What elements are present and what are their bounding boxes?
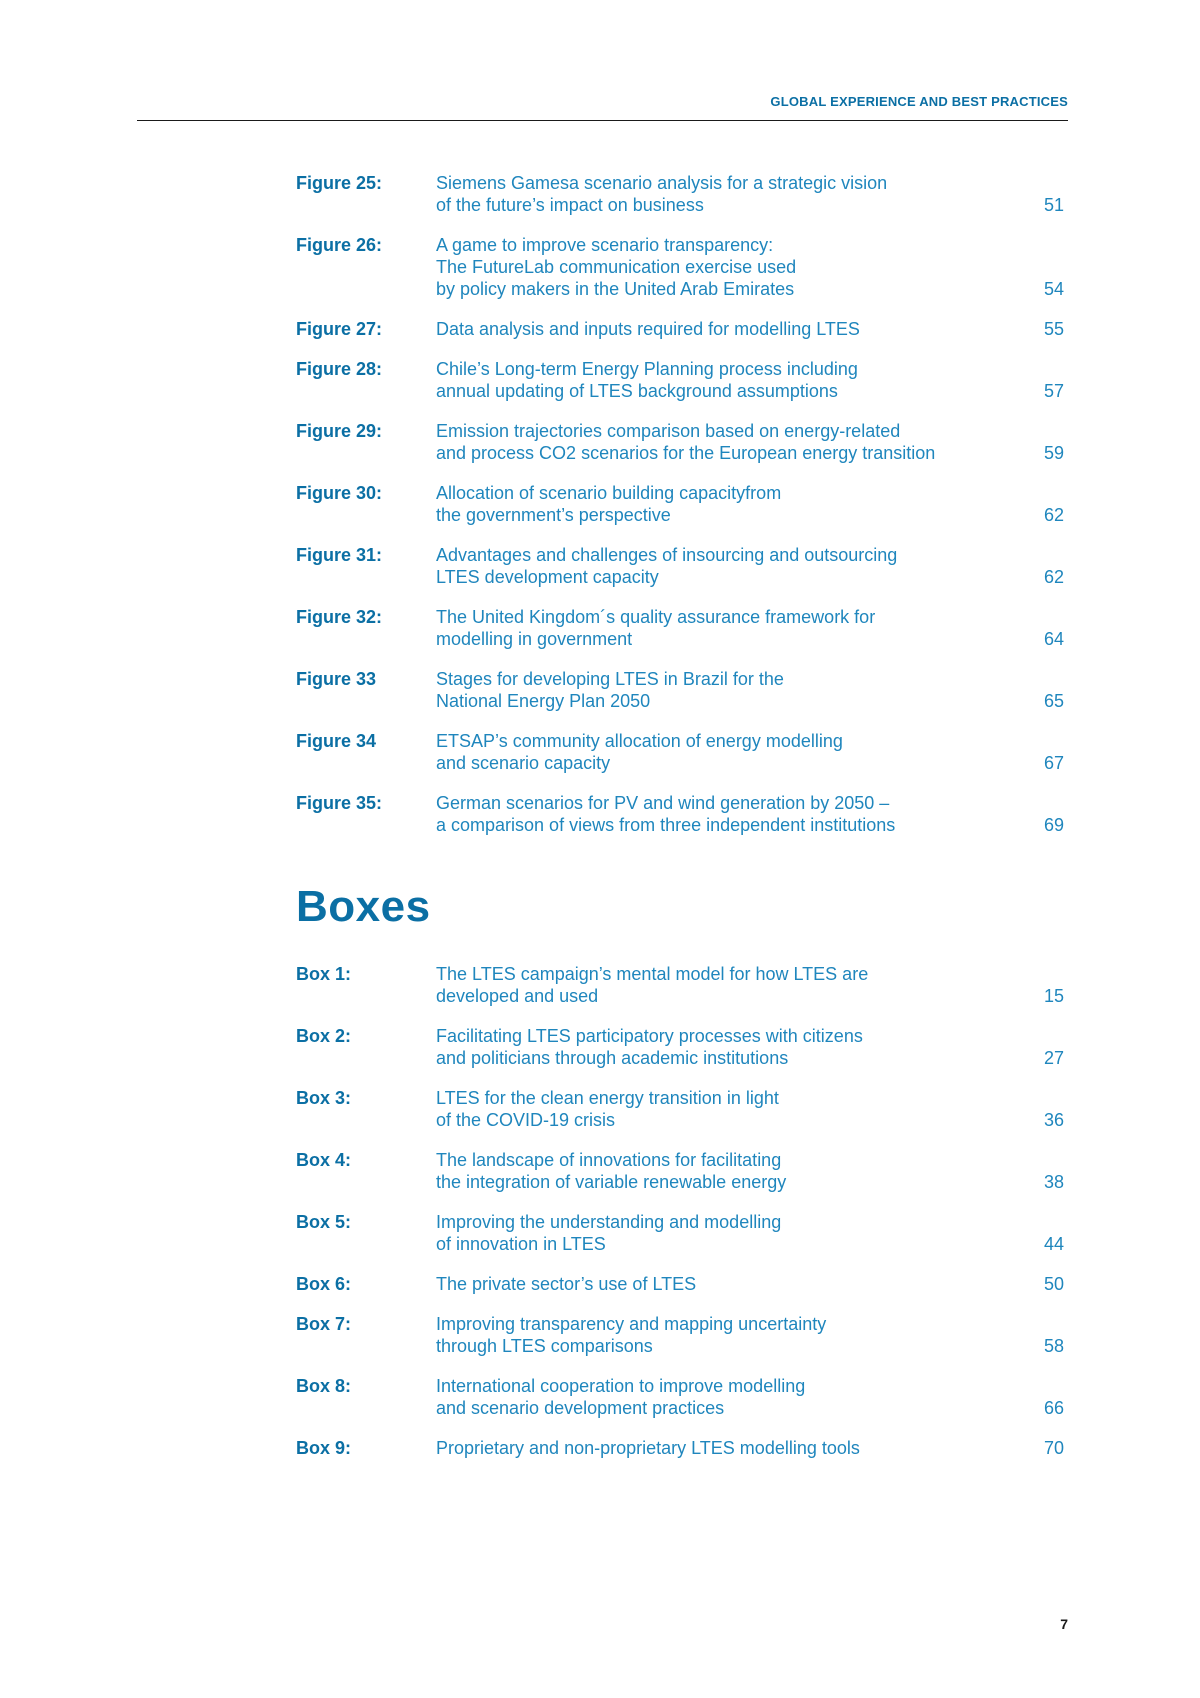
box-page-ref: 36 — [1043, 1110, 1064, 1130]
figure-caption-line: National Energy Plan 2050 — [436, 691, 651, 711]
box-entry[interactable] — [296, 1025, 1072, 1069]
figure-caption-line: a comparison of views from three independent institutions — [436, 815, 896, 835]
figure-caption — [436, 668, 996, 712]
box-label: Box 3: — [296, 1088, 352, 1108]
box-caption — [436, 1273, 996, 1295]
figure-caption-line: and process CO2 scenarios for the European energy transition — [436, 443, 936, 463]
figure-label: Figure 28: — [296, 359, 383, 379]
figure-caption-line: modelling in government — [436, 629, 633, 649]
box-caption-line: Improving transparency and mapping uncertainty — [436, 1314, 827, 1334]
figure-caption — [436, 318, 996, 340]
figure-label: Figure 32: — [296, 607, 383, 627]
figure-page-ref: 62 — [1043, 505, 1064, 525]
box-label: Box 1: — [296, 964, 352, 984]
box-page-ref: 58 — [1043, 1336, 1064, 1356]
box-caption-line: of innovation in LTES — [436, 1234, 606, 1254]
box-caption — [436, 1149, 996, 1193]
figure-caption-line: A game to improve scenario transparency: — [436, 235, 774, 255]
box-caption-line: The LTES campaign’s mental model for how LTES are — [436, 964, 869, 984]
box-label: Box 9: — [296, 1438, 352, 1458]
box-caption-line: The private sector’s use of LTES — [436, 1274, 697, 1294]
figure-entry[interactable] — [296, 792, 1072, 836]
box-caption — [436, 1437, 996, 1459]
figure-caption — [436, 606, 996, 650]
list-of-boxes — [296, 963, 1072, 1477]
box-label: Box 6: — [296, 1274, 352, 1294]
figure-entry[interactable] — [296, 358, 1072, 402]
box-label: Box 4: — [296, 1150, 352, 1170]
box-page-ref: 44 — [1043, 1234, 1064, 1254]
figure-page-ref: 59 — [1043, 443, 1064, 463]
figure-caption — [436, 730, 996, 774]
box-caption-line: and scenario development practices — [436, 1398, 725, 1418]
figure-entry[interactable] — [296, 730, 1072, 774]
figure-page-ref: 54 — [1043, 279, 1064, 299]
box-page-ref: 70 — [1043, 1438, 1064, 1458]
box-entry[interactable] — [296, 1273, 1072, 1295]
figure-caption-line: Allocation of scenario building capacityfrom — [436, 483, 782, 503]
figure-page-ref: 69 — [1043, 815, 1064, 835]
box-caption-line: LTES for the clean energy transition in light — [436, 1088, 779, 1108]
figure-entry[interactable] — [296, 482, 1072, 526]
box-page-ref: 27 — [1043, 1048, 1064, 1068]
boxes-heading: Boxes — [296, 882, 431, 931]
box-entry[interactable] — [296, 1313, 1072, 1357]
figure-caption — [436, 172, 996, 216]
box-caption-line: The landscape of innovations for facilitating — [436, 1150, 782, 1170]
box-caption-line: developed and used — [436, 986, 599, 1006]
figure-caption-line: ETSAP’s community allocation of energy modelling — [436, 731, 843, 751]
figure-entry[interactable] — [296, 606, 1072, 650]
box-label: Box 8: — [296, 1376, 352, 1396]
figure-entry[interactable] — [296, 668, 1072, 712]
figure-label: Figure 27: — [296, 319, 383, 339]
figure-entry[interactable] — [296, 318, 1072, 340]
figure-page-ref: 55 — [1043, 319, 1064, 339]
box-entry[interactable] — [296, 1437, 1072, 1459]
figure-label: Figure 34 — [296, 731, 377, 751]
box-caption — [436, 1211, 996, 1255]
figure-page-ref: 64 — [1043, 629, 1064, 649]
box-caption — [436, 963, 996, 1007]
figure-entry[interactable] — [296, 172, 1072, 216]
figure-caption-line: Stages for developing LTES in Brazil for the — [436, 669, 784, 689]
box-caption — [436, 1087, 996, 1131]
figure-caption — [436, 234, 996, 300]
box-caption-line: and politicians through academic institutions — [436, 1048, 789, 1068]
box-caption-line: Proprietary and non-proprietary LTES modelling tools — [436, 1438, 860, 1458]
figure-page-ref: 51 — [1043, 195, 1064, 215]
figure-label: Figure 30: — [296, 483, 383, 503]
box-entry[interactable] — [296, 963, 1072, 1007]
figure-page-ref: 65 — [1043, 691, 1064, 711]
figure-entry[interactable] — [296, 544, 1072, 588]
figure-page-ref: 57 — [1043, 381, 1064, 401]
box-caption-line: Improving the understanding and modelling — [436, 1212, 782, 1232]
figure-entry[interactable] — [296, 420, 1072, 464]
box-caption-line: of the COVID-19 crisis — [436, 1110, 616, 1130]
box-caption — [436, 1025, 996, 1069]
box-caption-line: the integration of variable renewable energy — [436, 1172, 787, 1192]
figure-label: Figure 26: — [296, 235, 383, 255]
box-label: Box 7: — [296, 1314, 352, 1334]
figure-caption-line: of the future’s impact on business — [436, 195, 704, 215]
figure-caption-line: Advantages and challenges of insourcing and outsourcing — [436, 545, 898, 565]
figure-caption-line: Data analysis and inputs required for modelling LTES — [436, 319, 860, 339]
figure-label: Figure 33 — [296, 669, 377, 689]
figure-caption — [436, 792, 996, 836]
figure-caption-line: LTES development capacity — [436, 567, 659, 587]
figure-caption-line: Emission trajectories comparison based on energy-related — [436, 421, 901, 441]
figure-caption-line: and scenario capacity — [436, 753, 611, 773]
figure-label: Figure 25: — [296, 173, 383, 193]
box-caption-line: International cooperation to improve modelling — [436, 1376, 806, 1396]
figure-caption-line: annual updating of LTES background assumptions — [436, 381, 838, 401]
box-page-ref: 38 — [1043, 1172, 1064, 1192]
figure-page-ref: 67 — [1043, 753, 1064, 773]
box-entry[interactable] — [296, 1149, 1072, 1193]
box-entry[interactable] — [296, 1087, 1072, 1131]
figure-caption — [436, 544, 996, 588]
box-caption — [436, 1313, 996, 1357]
box-label: Box 2: — [296, 1026, 352, 1046]
box-entry[interactable] — [296, 1375, 1072, 1419]
page-number: 7 — [1060, 1616, 1068, 1632]
figure-label: Figure 29: — [296, 421, 383, 441]
box-entry[interactable] — [296, 1211, 1072, 1255]
box-page-ref: 50 — [1043, 1274, 1064, 1294]
box-page-ref: 15 — [1043, 986, 1064, 1006]
figure-caption-line: Chile’s Long-term Energy Planning process including — [436, 359, 858, 379]
box-caption — [436, 1375, 996, 1419]
box-caption-line: Facilitating LTES participatory processes with citizens — [436, 1026, 863, 1046]
figure-label: Figure 35: — [296, 793, 383, 813]
box-label: Box 5: — [296, 1212, 352, 1232]
figure-entry[interactable] — [296, 234, 1072, 300]
figure-caption-line: the government’s perspective — [436, 505, 671, 525]
figure-caption-line: The FutureLab communication exercise used — [436, 257, 797, 277]
box-page-ref: 66 — [1043, 1398, 1064, 1418]
figure-caption — [436, 420, 996, 464]
header-title: GLOBAL EXPERIENCE AND BEST PRACTICES — [770, 94, 1068, 109]
figure-page-ref: 62 — [1043, 567, 1064, 587]
figure-caption-line: by policy makers in the United Arab Emirates — [436, 279, 795, 299]
figure-label: Figure 31: — [296, 545, 383, 565]
figure-caption — [436, 358, 996, 402]
figure-caption-line: The United Kingdom´s quality assurance framework for — [436, 607, 876, 627]
running-header — [137, 80, 1068, 121]
figure-caption-line: German scenarios for PV and wind generation by 2050 – — [436, 793, 890, 813]
figure-caption-line: Siemens Gamesa scenario analysis for a strategic vision — [436, 173, 888, 193]
figure-caption — [436, 482, 996, 526]
box-caption-line: through LTES comparisons — [436, 1336, 653, 1356]
list-of-figures — [296, 172, 1072, 854]
